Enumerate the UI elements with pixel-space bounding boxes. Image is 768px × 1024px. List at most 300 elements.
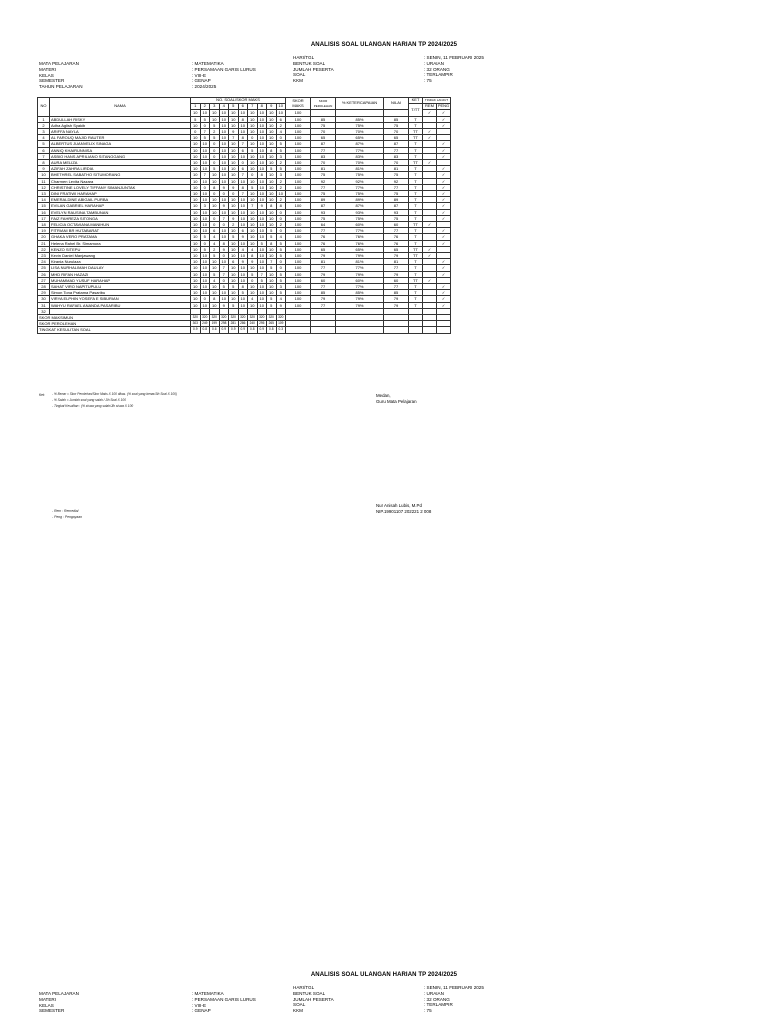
question-score: 5 [267, 234, 277, 240]
summary-value: 320 [210, 315, 220, 321]
question-score: 10 [191, 197, 201, 203]
obtained-score: 79 [311, 296, 336, 302]
pass-status: TT [409, 246, 423, 252]
question-score: 10 [238, 197, 248, 203]
achievement-percent: 87% [336, 203, 384, 209]
obtained-score: 93 [311, 209, 336, 215]
header-skor-maks: SKOR MAKS [286, 98, 311, 110]
question-score: 10 [248, 228, 258, 234]
meta-value: : URAIAN [424, 60, 444, 66]
question-score: 5 [210, 122, 220, 128]
meta-left-values-repeat [192, 991, 256, 1014]
question-score: 2 [210, 246, 220, 252]
question-score: 0 [248, 135, 258, 141]
header-ket: KET [409, 98, 423, 104]
question-score: 10 [248, 290, 258, 296]
question-score: 10 [219, 116, 229, 122]
enrichment-check: ✓ [437, 203, 451, 209]
enrichment-check: ✓ [437, 228, 451, 234]
meta-value: : 32 ORANG [424, 996, 450, 1002]
student-name: AZIFAH ZAHRA LIRDIA [50, 166, 191, 172]
summary-value: 0.9 [229, 327, 239, 333]
question-score: 10 [191, 141, 201, 147]
question-score: 8 [267, 203, 277, 209]
question-number: 2 [200, 104, 210, 110]
question-score: 10 [191, 222, 201, 228]
meta-label: JUMLAH PESERTA [293, 996, 334, 1002]
meta-value: : TERLAMPIR [424, 72, 453, 78]
question-score: 10 [248, 240, 258, 246]
question-number: 1 [191, 104, 201, 110]
question-score: 0 [276, 215, 286, 221]
student-name: ANNIQ KHAIRUNNISA [50, 147, 191, 153]
question-score: 10 [267, 116, 277, 122]
pass-status: TT [409, 159, 423, 165]
max-score: 100 [286, 277, 311, 283]
question-score: 10 [191, 147, 201, 153]
question-score: 0 [276, 228, 286, 234]
question-score: 10 [229, 228, 239, 234]
question-score: 10 [229, 246, 239, 252]
header-nilai: NILAI [384, 98, 409, 110]
signature-role: Guru Mata Pelajaran [376, 399, 417, 404]
question-max-score: 10 [248, 110, 258, 116]
obtained-score: 77 [311, 228, 336, 234]
student-name: MUHAMMAD YUSUF HARAHAP [50, 277, 191, 283]
question-score: 8 [257, 172, 267, 178]
question-score: 10 [191, 259, 201, 265]
obtained-score: 77 [311, 284, 336, 290]
question-score: 10 [238, 265, 248, 271]
question-score: 9 [229, 215, 239, 221]
meta-left-values [192, 61, 256, 90]
summary-value: 0.6 [210, 327, 220, 333]
meta-value: : 2024/2025 [192, 84, 217, 90]
achievement-percent: 77% [336, 228, 384, 234]
header-max-total: 100 [286, 110, 311, 116]
signature-place: Medan, [376, 393, 391, 398]
question-score: 10 [210, 172, 220, 178]
question-score: 10 [257, 191, 267, 197]
question-score: 9 [219, 203, 229, 209]
meta-label: MATA PELAJARAN [39, 61, 79, 66]
row-number: 3 [38, 128, 50, 134]
question-score: 5 [238, 290, 248, 296]
question-score: 10 [200, 141, 210, 147]
pass-status: T [409, 191, 423, 197]
pass-status: T [409, 271, 423, 277]
row-number: 6 [38, 147, 50, 153]
question-score: 10 [229, 265, 239, 271]
empty-cell [286, 327, 311, 333]
question-score: 9 [276, 302, 286, 308]
pass-status: T [409, 290, 423, 296]
question-score: 6 [238, 147, 248, 153]
pass-status: TT [409, 135, 423, 141]
max-score: 100 [286, 135, 311, 141]
question-score: 10 [238, 302, 248, 308]
question-score: 5 [248, 271, 258, 277]
remedial-check: ✓ [423, 159, 437, 165]
question-number: 5 [229, 104, 239, 110]
question-score: 10 [248, 153, 258, 159]
achievement-percent: 81% [336, 166, 384, 172]
question-score: 10 [238, 240, 248, 246]
row-number: 1 [38, 116, 50, 122]
row-number: 20 [38, 234, 50, 240]
question-score: 4 [238, 246, 248, 252]
enrichment-check: ✓ [437, 141, 451, 147]
pass-status: T [409, 147, 423, 153]
question-score: 10 [210, 178, 220, 184]
achievement-percent: 79% [336, 271, 384, 277]
header-ketercapaian: % KETERCAPAIAN [336, 98, 384, 110]
meta-label: MATERI [39, 66, 57, 72]
max-score: 100 [286, 172, 311, 178]
question-score: 10 [267, 191, 277, 197]
question-score: 5 [200, 234, 210, 240]
enrichment-check: ✓ [437, 240, 451, 246]
question-score: 10 [210, 197, 220, 203]
question-score: 9 [219, 184, 229, 190]
max-score: 100 [286, 128, 311, 134]
question-score: 10 [257, 116, 267, 122]
question-score: 10 [267, 277, 277, 283]
question-score: 5 [210, 253, 220, 259]
student-name: AL FAROUQ MAJID RAUTER [50, 135, 191, 141]
question-score: 5 [276, 240, 286, 246]
question-score: 8 [276, 203, 286, 209]
grade-value: 70 [384, 159, 409, 165]
enrichment-check: ✓ [437, 178, 451, 184]
achievement-percent: 65% [336, 246, 384, 252]
question-score: 10 [200, 259, 210, 265]
grade-value: 65 [384, 135, 409, 141]
question-score: 7 [200, 172, 210, 178]
enrichment-check: ✓ [437, 191, 451, 197]
question-score: 10 [267, 222, 277, 228]
question-score: 10 [238, 215, 248, 221]
grade-value: 77 [384, 265, 409, 271]
pass-status: TT [409, 222, 423, 228]
student-name: DINI FRATIWI HARAHAP [50, 191, 191, 197]
pass-status: T [409, 141, 423, 147]
summary-label: SKOR PEROLEHAN [38, 321, 191, 327]
summary-value: 0.8 [248, 327, 258, 333]
enrichment-check: ✓ [437, 153, 451, 159]
question-score: 10 [248, 116, 258, 122]
question-score: 5 [276, 277, 286, 283]
row-number: 23 [38, 253, 50, 259]
row-number: 29 [38, 290, 50, 296]
obtained-score: 77 [311, 147, 336, 153]
question-max-score: 10 [200, 110, 210, 116]
obtained-score: 76 [311, 240, 336, 246]
question-number: 7 [248, 104, 258, 110]
question-score: 10 [200, 284, 210, 290]
meta-value: : 75 [424, 78, 432, 84]
achievement-percent: 89% [336, 197, 384, 203]
achievement-percent: 75% [336, 172, 384, 178]
summary-value: 286 [238, 321, 248, 327]
obtained-score: 77 [311, 184, 336, 190]
question-score: 10 [200, 271, 210, 277]
question-score: 10 [257, 153, 267, 159]
student-name: Kevin Daniel Manjawang [50, 253, 191, 259]
question-score: 10 [267, 141, 277, 147]
meta-label: KELAS [39, 72, 54, 78]
question-score: 5 [276, 271, 286, 277]
remedial-check: ✓ [423, 222, 437, 228]
question-score: 10 [200, 197, 210, 203]
question-score: 10 [257, 128, 267, 134]
student-name: WAHYU RAFAEL ANANDA PASARIBU [50, 302, 191, 308]
question-score: 10 [219, 153, 229, 159]
question-score: 10 [257, 178, 267, 184]
summary-value: 0.9 [257, 327, 267, 333]
student-name: Kirania Nurulaza [50, 259, 191, 265]
question-score: 10 [219, 166, 229, 172]
pass-status: T [409, 284, 423, 290]
question-score: 0 [210, 159, 220, 165]
student-name: KENZO SITEPU [50, 246, 191, 252]
max-score: 100 [286, 141, 311, 147]
pass-status: T [409, 172, 423, 178]
question-score: 10 [191, 284, 201, 290]
question-score: 5 [200, 246, 210, 252]
grade-value: 75 [384, 191, 409, 197]
question-score: 10 [191, 166, 201, 172]
question-score: 10 [219, 209, 229, 215]
header-no: NO [38, 98, 50, 117]
question-score: 10 [267, 271, 277, 277]
question-score: 10 [248, 222, 258, 228]
student-name: CHRISTINE LOVELY TIFFANY SIMANJUNTAK [50, 184, 191, 190]
question-score: 5 [200, 135, 210, 141]
meta-mid-labels-repeat [293, 985, 334, 1014]
summary-value: 320 [248, 315, 258, 321]
question-score: 10 [248, 284, 258, 290]
question-score: 10 [210, 116, 220, 122]
question-score: 10 [248, 191, 258, 197]
pass-status: T [409, 153, 423, 159]
question-score: 9 [257, 203, 267, 209]
max-score: 100 [286, 147, 311, 153]
question-score: 0 [276, 209, 286, 215]
question-score: 10 [267, 197, 277, 203]
question-score: 10 [210, 265, 220, 271]
question-score: 8 [238, 184, 248, 190]
summary-value: 320 [200, 315, 210, 321]
pass-status: T [409, 240, 423, 246]
student-name: LISA NURHALIMAH DAULAY [50, 265, 191, 271]
pass-status: T [409, 265, 423, 271]
question-score: 10 [248, 178, 258, 184]
question-score: 10 [248, 302, 258, 308]
max-score: 100 [286, 234, 311, 240]
question-score: 10 [229, 178, 239, 184]
summary-value: 199 [210, 321, 220, 327]
question-score: 0 [248, 277, 258, 283]
meta-value: : 75 [424, 1008, 432, 1014]
row-number: 13 [38, 191, 50, 197]
obtained-score: 64 [311, 222, 336, 228]
question-score: 7 [267, 259, 277, 265]
remedial-check: ✓ [423, 246, 437, 252]
question-score: 10 [267, 128, 277, 134]
question-score: 10 [257, 215, 267, 221]
student-name: Charmen Levita Nazara [50, 178, 191, 184]
question-score: 10 [229, 147, 239, 153]
enrichment-check: ✓ [437, 122, 451, 128]
question-score: 10 [257, 159, 267, 165]
question-score: 5 [257, 277, 267, 283]
meta-label: KKM [293, 1008, 303, 1014]
row-number: 26 [38, 271, 50, 277]
question-score: 10 [238, 128, 248, 134]
question-score: 5 [257, 240, 267, 246]
max-score: 100 [286, 253, 311, 259]
key-line: - Peng : Pengayaan [52, 515, 82, 519]
question-score: 10 [191, 296, 201, 302]
question-score: 6 [210, 228, 220, 234]
summary-value: 303 [191, 321, 201, 327]
question-score: 10 [219, 159, 229, 165]
question-score: 5 [229, 302, 239, 308]
question-score: 0 [229, 191, 239, 197]
max-score: 100 [286, 203, 311, 209]
question-score: 10 [191, 277, 201, 283]
pass-status: T [409, 259, 423, 265]
question-score: 10 [219, 178, 229, 184]
remedial-check: ✓ [423, 135, 437, 141]
grade-value: 70 [384, 128, 409, 134]
meta-value: : URAIAN [424, 990, 444, 996]
achievement-percent: 60% [336, 277, 384, 283]
question-score: 9 [219, 246, 229, 252]
achievement-percent: 85% [336, 116, 384, 122]
question-score: 10 [229, 253, 239, 259]
question-score: 10 [257, 296, 267, 302]
header-nama: NAMA [50, 98, 191, 117]
enrichment-check: ✓ [437, 296, 451, 302]
student-name: SAHAT VIRO NAPITUPULU [50, 284, 191, 290]
grade-value: 76 [384, 234, 409, 240]
obtained-score: 87 [311, 141, 336, 147]
question-score: 10 [257, 259, 267, 265]
summary-value: 0.8 [200, 327, 210, 333]
question-score: 10 [267, 209, 277, 215]
row-number: 9 [38, 166, 50, 172]
enrichment-check: ✓ [437, 284, 451, 290]
question-score: 10 [257, 246, 267, 252]
achievement-percent: 79% [336, 302, 384, 308]
question-score: 10 [267, 153, 277, 159]
question-score: 10 [248, 265, 258, 271]
enrichment-check: ✓ [437, 234, 451, 240]
question-score: 0 [191, 128, 201, 134]
question-score: 10 [219, 135, 229, 141]
question-score: 10 [267, 172, 277, 178]
meta-value: : VIII-E [192, 1002, 207, 1008]
question-score: 8 [248, 253, 258, 259]
question-score: 10 [257, 290, 267, 296]
question-score: 0 [276, 259, 286, 265]
question-score: 5 [229, 284, 239, 290]
max-score: 100 [286, 259, 311, 265]
empty-cell [336, 327, 384, 333]
enrichment-check: ✓ [437, 265, 451, 271]
header-skor-perolehan: SKOR PEROLEHAN [311, 98, 336, 110]
question-score: 10 [219, 290, 229, 296]
empty-cell [437, 327, 451, 333]
question-score: 10 [229, 159, 239, 165]
grade-value: 83 [384, 153, 409, 159]
question-score: 8 [219, 240, 229, 246]
grade-value: 87 [384, 141, 409, 147]
summary-value: 0.9 [191, 327, 201, 333]
row-number: 4 [38, 135, 50, 141]
question-score: 10 [219, 259, 229, 265]
grade-value: 81 [384, 166, 409, 172]
pass-status: T [409, 166, 423, 172]
question-score: 10 [200, 166, 210, 172]
student-name: ALBERTUS JUANVELIX SINAGA [50, 141, 191, 147]
enrichment-check: ✓ [437, 209, 451, 215]
question-score: 10 [191, 271, 201, 277]
question-score: 0 [210, 222, 220, 228]
achievement-percent: 70% [336, 128, 384, 134]
summary-label: TINGKAT KESULITAN SOAL [38, 327, 191, 333]
summary-value: 249 [200, 321, 210, 327]
question-score: 5 [210, 166, 220, 172]
question-max-score: 10 [257, 110, 267, 116]
grade-value: 65 [384, 246, 409, 252]
question-score: 10 [229, 172, 239, 178]
max-score: 100 [286, 290, 311, 296]
meta-value: : SENIN, 11 FEBRUARI 2025 [424, 985, 484, 990]
student-name: Helena Rahel Br. Simamora [50, 240, 191, 246]
question-score: 4 [210, 240, 220, 246]
question-score: 10 [229, 271, 239, 277]
row-number: 15 [38, 203, 50, 209]
question-score: 4 [248, 246, 258, 252]
grade-value: 77 [384, 284, 409, 290]
question-max-score: 10 [238, 110, 248, 116]
max-score: 100 [286, 246, 311, 252]
meta-value: : SENIN, 11 FEBRUARI 2025 [424, 55, 484, 60]
question-score: 10 [191, 153, 201, 159]
question-score: 10 [200, 147, 210, 153]
summary-value: 0.8 [267, 327, 277, 333]
question-score: 10 [191, 178, 201, 184]
signature-bottom [376, 503, 431, 515]
question-score: 10 [200, 178, 210, 184]
question-number: 6 [238, 104, 248, 110]
question-max-score: 10 [219, 110, 229, 116]
question-score: 10 [210, 209, 220, 215]
obtained-score: 76 [311, 234, 336, 240]
grade-value: 60 [384, 277, 409, 283]
obtained-score: 89 [311, 197, 336, 203]
question-score: 8 [267, 240, 277, 246]
pass-status: T [409, 296, 423, 302]
row-number: 7 [38, 153, 50, 159]
row-number: 17 [38, 215, 50, 221]
question-score: 9 [219, 302, 229, 308]
pass-status: T [409, 203, 423, 209]
obtained-score: 60 [311, 277, 336, 283]
